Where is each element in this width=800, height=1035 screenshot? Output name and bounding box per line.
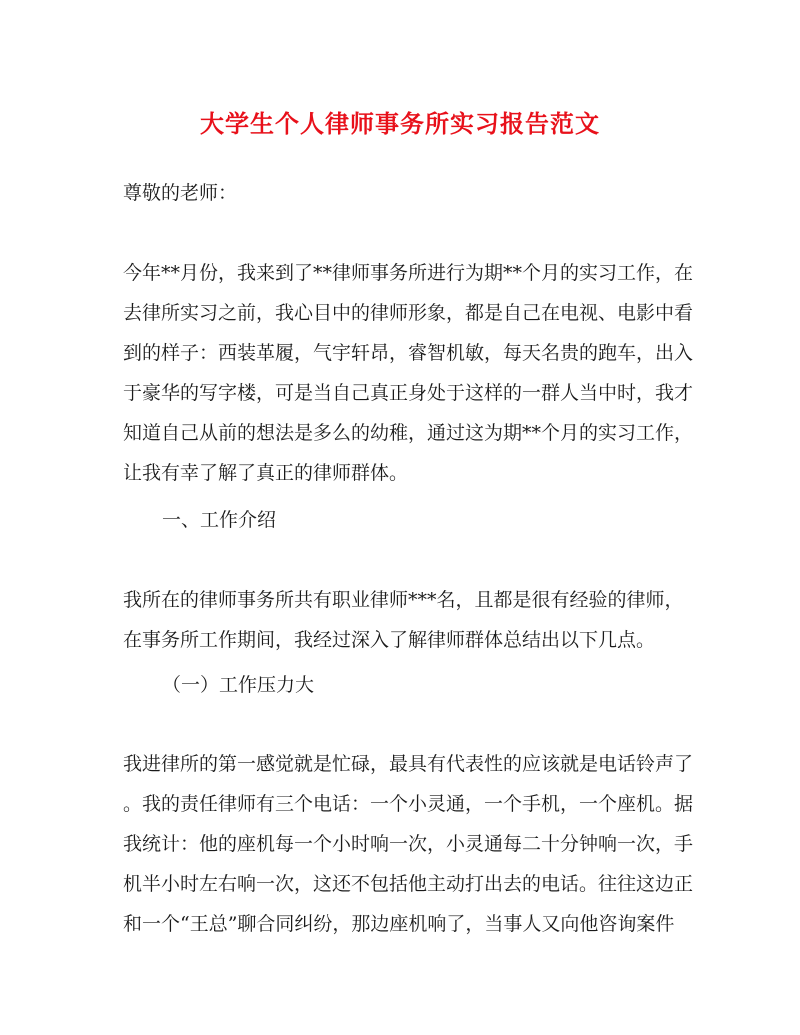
document-title: 大学生个人律师事务所实习报告范文 [200,109,600,138]
section-heading: 一、工作介绍 [162,509,277,531]
paragraph-line: 。我的责任律师有三个电话：一个小灵通，一个手机，一个座机。据 [123,793,694,815]
paragraph-line: 到的样子：西装革履，气宇轩昂，睿智机敏，每天名贵的跑车，出入 [123,342,694,364]
paragraph-line: 知道自己从前的想法是多么的幼稚，通过这为期**个月的实习工作， [123,422,694,444]
paragraph-line: 我统计：他的座机每一个小时响一次，小灵通每二十分钟响一次，手 [123,833,694,855]
subsection-heading: （一）工作压力大 [162,674,315,696]
paragraph-line: 今年**月份，我来到了**律师事务所进行为期**个月的实习工作，在 [123,262,694,284]
paragraph-line: 去律所实习之前，我心目中的律师形象，都是自己在电视、电影中看 [123,302,694,324]
paragraph-line: 让我有幸了解了真正的律师群体。 [123,462,409,484]
salutation: 尊敬的老师： [123,182,238,204]
paragraph-line: 于豪华的写字楼，可是当自己真正身处于这样的一群人当中时，我才 [123,382,694,404]
paragraph-line: 在事务所工作期间，我经过深入了解律师群体总结出以下几点。 [123,629,656,651]
paragraph-line: 我进律所的第一感觉就是忙碌，最具有代表性的应该就是电话铃声了 [123,753,694,775]
paragraph-line: 我所在的律师事务所共有职业律师***名，且都是很有经验的律师， [123,589,684,611]
paragraph-line: 和一个“王总”聊合同纠纷，那边座机响了，当事人又向他咨询案件 [123,913,675,935]
paragraph-line: 机半小时左右响一次，这还不包括他主动打出去的电话。往往这边正 [123,873,694,895]
